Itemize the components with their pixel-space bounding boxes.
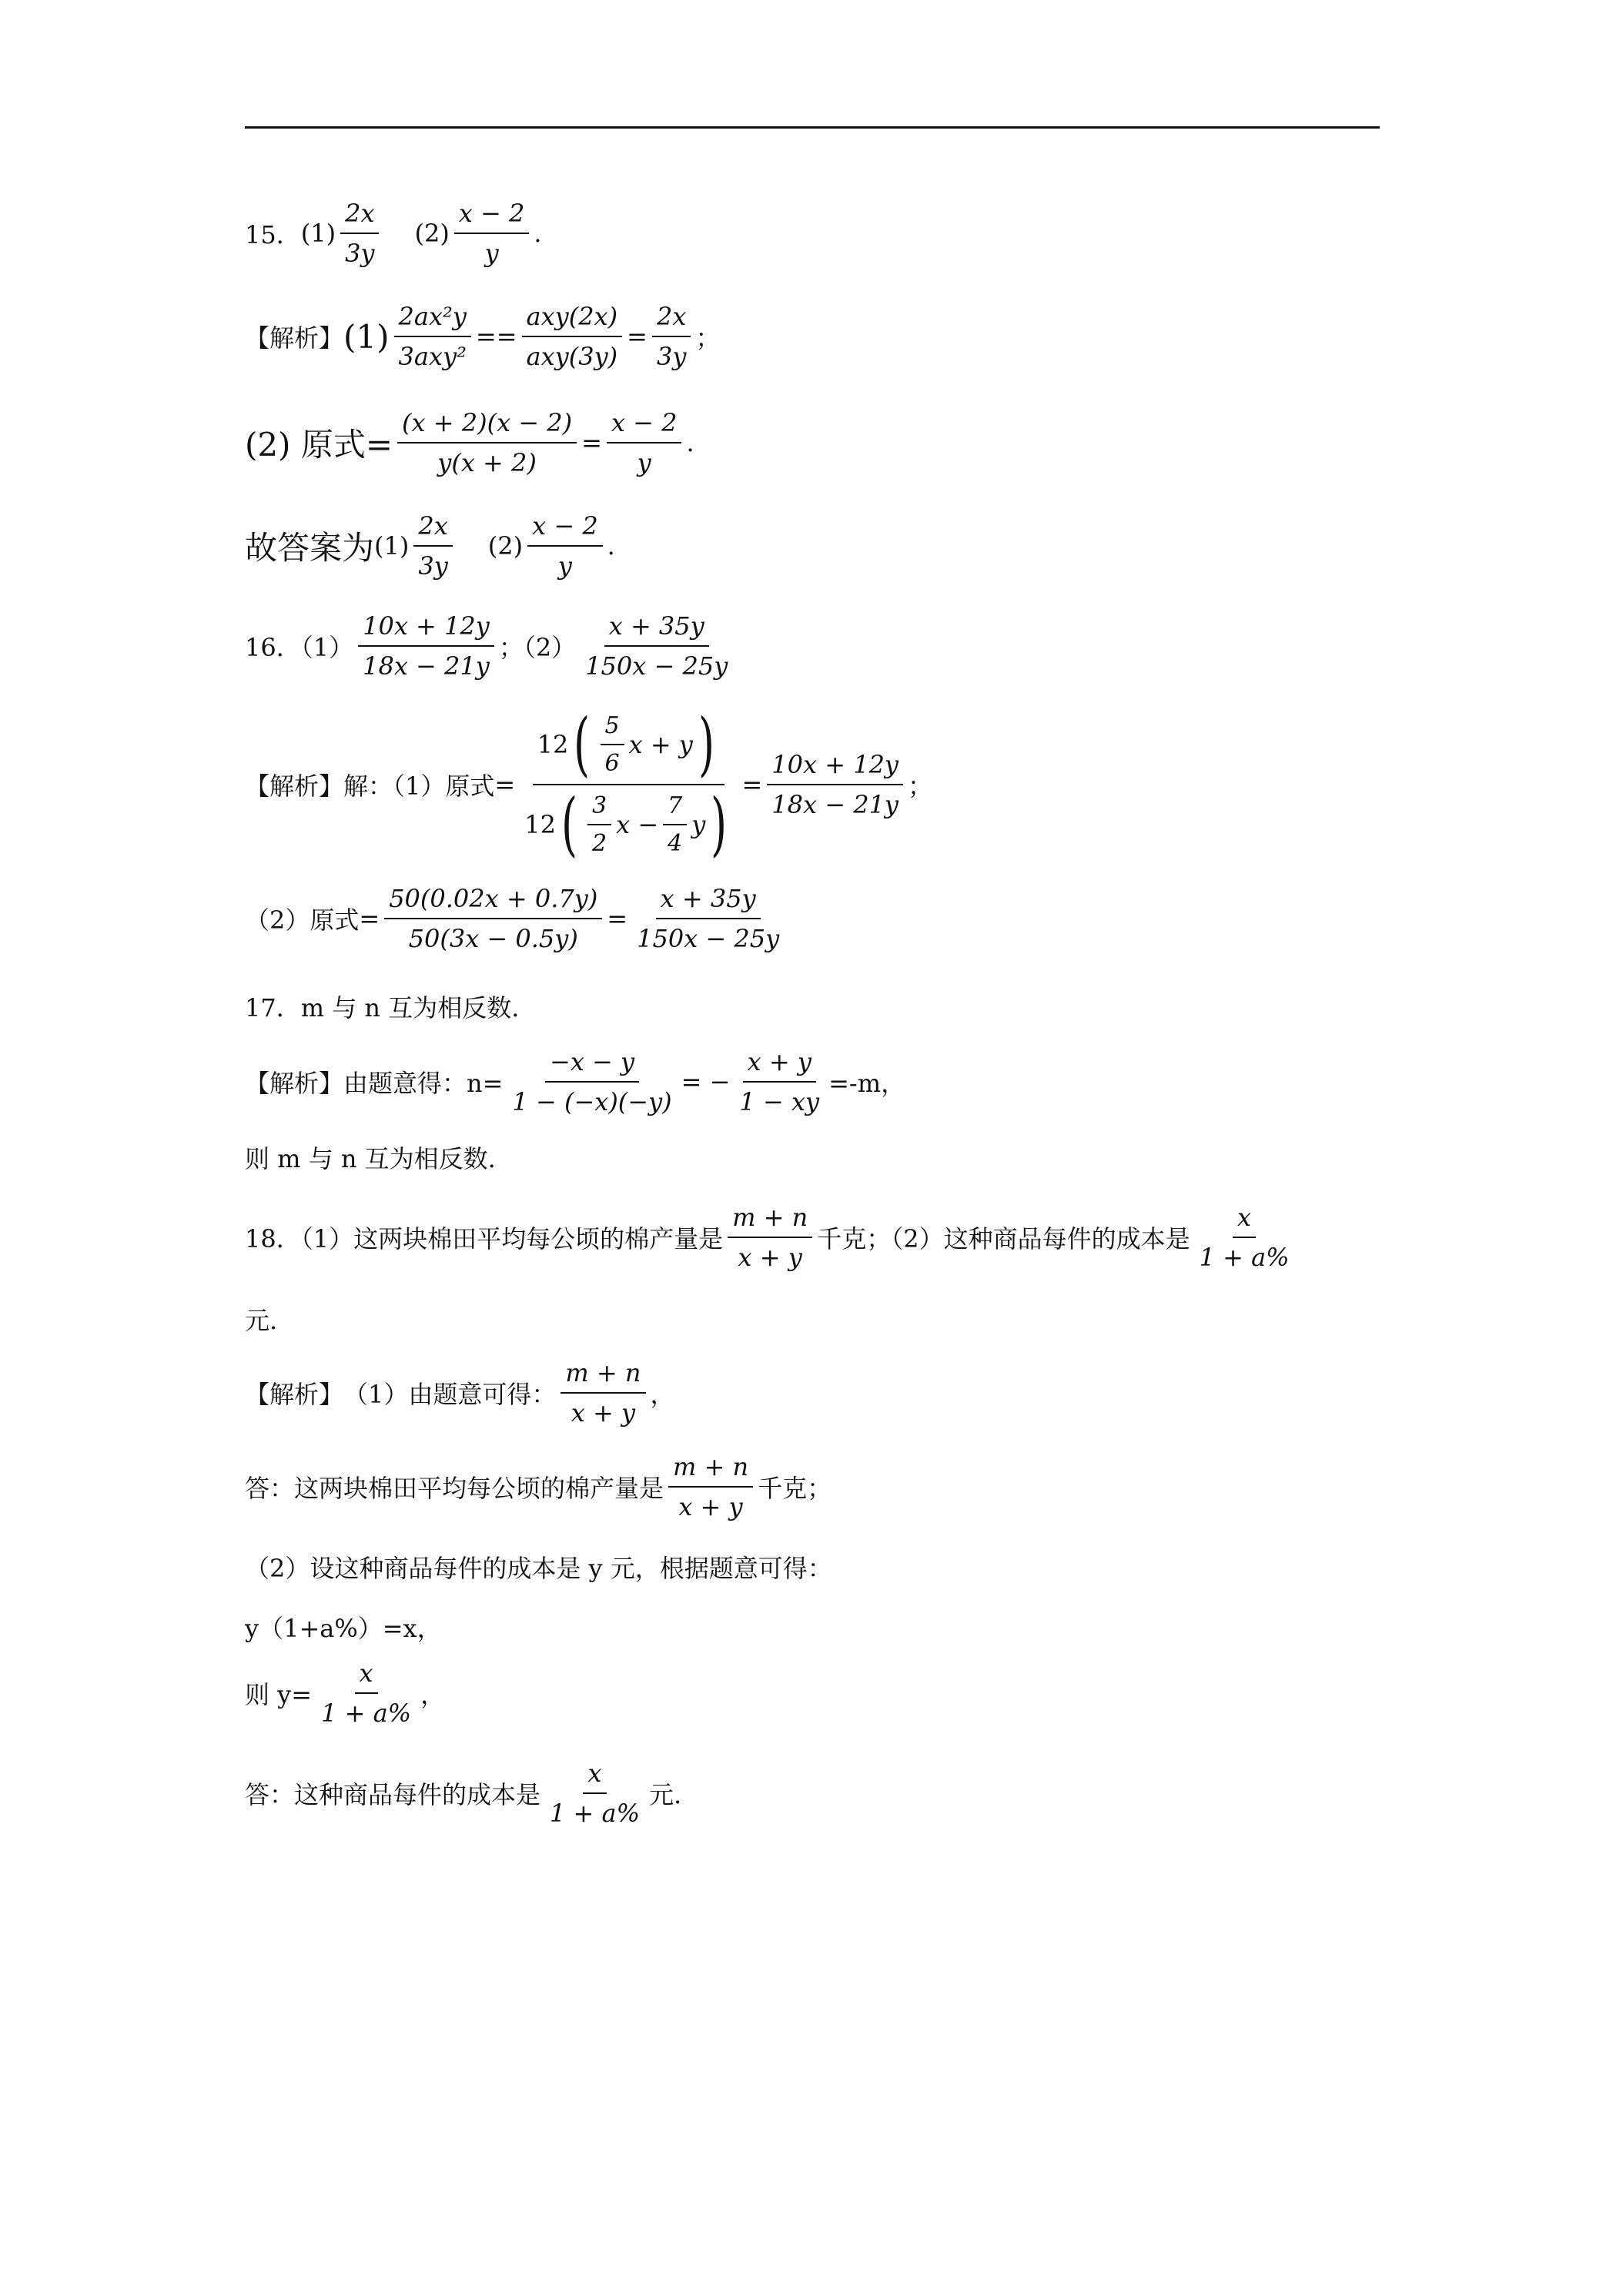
q15-label: 15． xyxy=(245,220,301,249)
q15-p2-frac1: $\frac{(x + 2)(x - 2)}{y(x + 2)}$ xyxy=(397,408,577,477)
q15-p2-frac2: $\frac{x - 2}{y}$ xyxy=(607,408,682,477)
q15-part2: (2) xyxy=(414,219,450,248)
q18-ans1-frac: $\frac{m + n}{x + y}$ xyxy=(668,1452,753,1521)
solution-tag: 【解析】 xyxy=(245,1380,344,1409)
q15-sol-frac1: $\frac{\text{2ax²y}}{\text{3axy²}}$ xyxy=(394,302,471,371)
q15-sol-frac3: $\frac{2x}{3y}$ xyxy=(652,302,691,371)
q18-answer-1: 答：这两块棉田平均每公顷的棉产量是 $\frac{m + n}{x + y}$ 千克； xyxy=(245,1452,832,1521)
header-rule xyxy=(245,126,1380,129)
solution-tag: 【解析】 xyxy=(245,1069,344,1098)
q16-solution-1: 【解析】 解：（1）原式 = 12 ( $\frac{5}{6}$ x + y ) 12 ( $\frac{3}{2}$ x − $\frac{7}{4}$ y ) = $\frac{10x + 12y}{18x - 21y}$ ； xyxy=(245,704,933,865)
q16-label: 16．（1） xyxy=(245,633,354,662)
q17-sol-frac1: $\frac{-x - y}{1 - (-x)(-y)}$ xyxy=(512,1047,672,1116)
q15-answer: 15． (1) $\frac{2x}{3y}$ (2) $\frac{x - 2}{y}$ . xyxy=(245,199,542,268)
q17-sol-frac2: $\frac{x + y}{1 - xy}$ xyxy=(739,1047,820,1116)
q18-equation: y（1+a%）=x， xyxy=(245,1614,442,1643)
q17-answer: 17．m 与 n 互为相反数. xyxy=(245,993,520,1022)
q18-solution-1: 【解析】 （1）由题意可得： $\frac{m + n}{x + y}$ ， xyxy=(245,1358,675,1427)
q15-solution-1: 【解析】 (1) $\frac{\text{2ax²y}}{\text{3axy²}}$ == $\frac{\text{axy(2x)}}{\text{axy(3y)}}$ = $\frac{2x}{3y}$ ； xyxy=(245,302,721,371)
q16-frac2: $\frac{x + 35y}{150x - 25y}$ xyxy=(585,611,728,681)
q16-frac1: $\frac{10x + 12y}{18x - 21y}$ xyxy=(358,611,494,681)
q15-sol-frac2: $\frac{\text{axy(2x)}}{\text{axy(3y)}}$ xyxy=(522,302,623,371)
solution-tag: 【解析】 xyxy=(245,771,344,801)
q18-frac2: $\frac{x}{1 + a\%}$ xyxy=(1199,1203,1290,1272)
q15-part1: (1) xyxy=(300,219,336,248)
q17-solution: 【解析】 由题意得：n= $\frac{-x - y}{1 - (-x)(-y)}$ = − $\frac{x + y}{1 - xy}$ =-m， xyxy=(245,1047,906,1116)
solution-tag: 【解析】 xyxy=(245,323,344,353)
q16-sol-frac2: $\frac{10x + 12y}{18x - 21y}$ xyxy=(767,750,903,819)
q18-frac1: $\frac{m + n}{x + y}$ xyxy=(728,1203,812,1272)
q18-answer-2: 答：这种商品每件的成本是 $\frac{x}{1 + a\%}$ 元. xyxy=(245,1759,682,1828)
q16-p2-frac2: $\frac{x + 35y}{150x - 25y}$ xyxy=(637,884,780,953)
q17-conclusion: 则 m 与 n 互为相反数. xyxy=(245,1144,496,1173)
q18-then: 则 y= $\frac{x}{1 + a\%}$ ， xyxy=(245,1658,446,1728)
q15-frac1: $\frac{2x}{3y}$ xyxy=(340,199,379,268)
q16-answer: 16．（1） $\frac{10x + 12y}{18x - 21y}$ ；（2） $\frac{x + 35y}{150x - 25y}$ xyxy=(245,611,737,681)
q18-sol-frac: $\frac{m + n}{x + y}$ xyxy=(561,1358,645,1427)
q15-frac2: $\frac{x - 2}{y}$ xyxy=(454,199,530,268)
q18-then-frac: $\frac{x}{1 + a\%}$ xyxy=(321,1658,412,1728)
q16-p2-frac1: $\frac{50(0.02x + 0.7y)}{50(3x - 0.5y)}$ xyxy=(384,884,602,953)
q18-answer-tail: 元. xyxy=(245,1306,278,1335)
q16-sol-compound-frac: 12 ( $\frac{5}{6}$ x + y ) 12 ( $\frac{3}{2}$ x − $\frac{7}{4}$ y ) xyxy=(524,704,728,865)
q15-ans-frac2: $\frac{x - 2}{y}$ xyxy=(527,511,603,581)
q18-ans2-frac: $\frac{x}{1 + a\%}$ xyxy=(550,1759,641,1828)
q18-solution-2: （2）设这种商品每件的成本是 y 元，根据题意可得： xyxy=(245,1554,832,1583)
q16-solution-2: （2）原式 = $\frac{50(0.02x + 0.7y)}{50(3x - 0.5y)}$ = $\frac{x + 35y}{150x - 25y}$ xyxy=(245,884,788,953)
q18-answer: 18．（1）这两块棉田平均每公顷的棉产量是 $\frac{m + n}{x + y}$ 千克；（2）这种商品每件的成本是 $\frac{x}{1 + a\%}$ xyxy=(245,1203,1299,1272)
q15-solution-2: (2) 原式= $\frac{(x + 2)(x - 2)}{y(x + 2)}$ = $\frac{x - 2}{y}$ . xyxy=(245,408,694,477)
q15-ans-frac1: $\frac{2x}{3y}$ xyxy=(413,511,452,581)
q15-final-answer: 故答案为 (1) $\frac{2x}{3y}$ (2) $\frac{x - 2}{y}$ . xyxy=(245,511,615,581)
